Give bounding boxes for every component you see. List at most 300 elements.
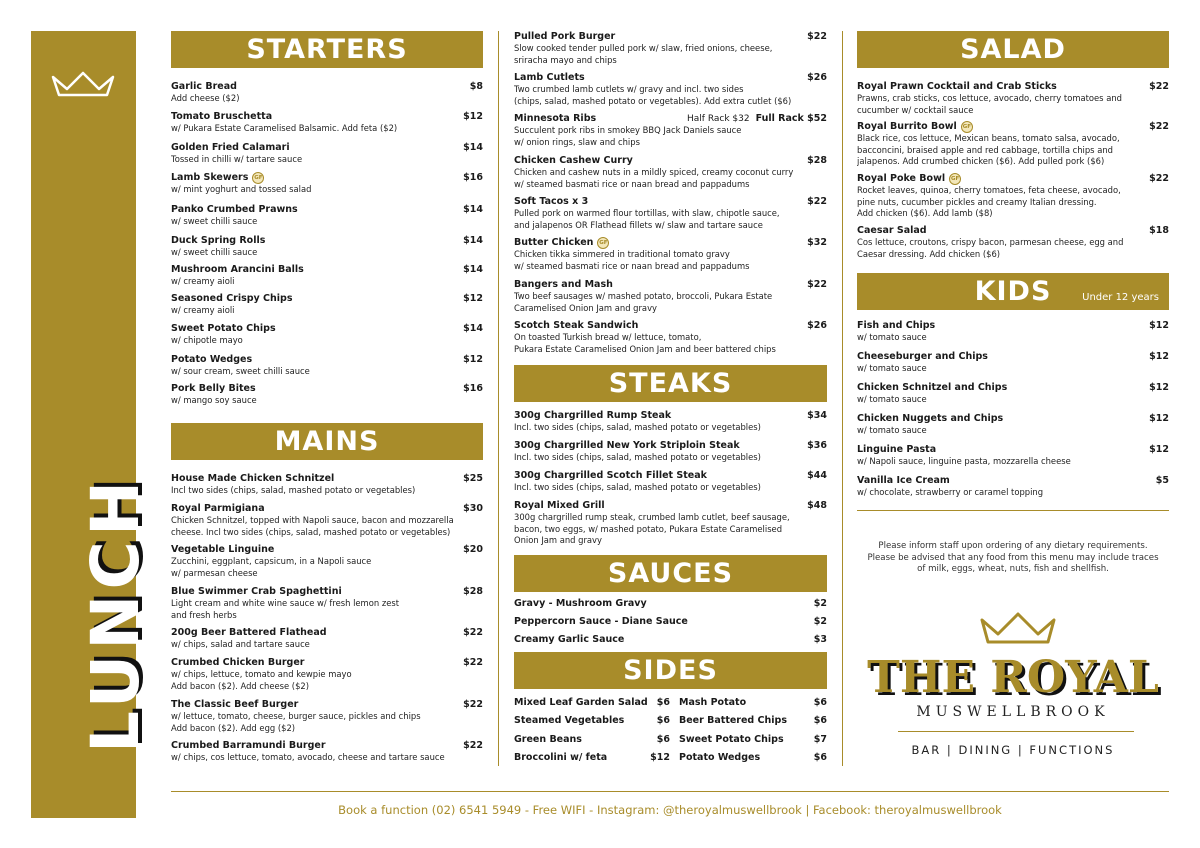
sauce-price: $2 (813, 598, 827, 609)
menu-item (514, 155, 827, 190)
side-price: $6 (656, 715, 670, 726)
item-name (514, 72, 827, 84)
sauces-heading: SAUCES (514, 555, 827, 592)
side-item (514, 734, 670, 746)
menu-item (857, 382, 1169, 406)
logo-tagline: BAR | DINING | FUNCTIONS (911, 743, 1115, 757)
item-description: w/ mango soy sauce (171, 395, 257, 405)
side-item (679, 715, 827, 727)
item-description: Chicken tikka simmered in traditional tomato gravy (514, 249, 730, 259)
item-name-text: Royal Parmigiana (171, 503, 265, 514)
item-description: Black rice, cos lettuce, Mexican beans, tomato salsa, avocado, (857, 133, 1120, 143)
item-price: $25 (463, 473, 483, 484)
item-price: $44 (807, 470, 827, 481)
item-name-text: Tomato Bruschetta (171, 111, 273, 122)
item-name (171, 354, 483, 366)
starters-heading: STARTERS (171, 31, 483, 68)
item-price: $36 (807, 440, 827, 451)
item-description: On toasted Turkish bread w/ lettuce, tomato, (514, 332, 702, 342)
sauce-price: $2 (813, 616, 827, 627)
menu-item (171, 323, 483, 347)
item-description: w/ Pukara Estate Caramelised Balsamic. Add feta ($2) (171, 123, 398, 133)
item-description: and fresh herbs (171, 609, 237, 620)
item-description: w/ steamed basmati rice or naan bread and pappadums (514, 178, 750, 189)
item-name-text: 300g Chargrilled New York Striploin Steak (514, 440, 740, 451)
item-name-text: Chicken Nuggets and Chips (857, 413, 1004, 424)
kids-heading-text: KIDS (974, 276, 1052, 307)
item-price: $48 (807, 500, 827, 511)
item-price: $28 (463, 586, 483, 597)
item-description: w/ steamed basmati rice or naan bread and pappadums (514, 260, 750, 271)
menu-item (514, 31, 827, 66)
item-description: Add cheese ($2) (171, 93, 240, 103)
item-description: w/ chips, cos lettuce, tomato, avocado, cheese and tartare sauce (171, 752, 445, 762)
item-name (171, 323, 483, 335)
item-name (857, 444, 1169, 456)
item-description: bacon, two eggs, w/ mashed potato, Pukara Estate Caramelised (514, 523, 783, 534)
item-name-text: Seasoned Crispy Chips (171, 293, 293, 304)
item-description: Incl. two sides (chips, salad, mashed potato or vegetables) (514, 452, 761, 462)
side-price: $6 (656, 697, 670, 708)
item-price: $22 (807, 31, 827, 42)
gluten-free-badge: GF (961, 121, 973, 133)
item-name (171, 264, 483, 276)
side-name-text: Green Beans (514, 734, 582, 745)
item-name-text: Royal Mixed Grill (514, 500, 605, 511)
item-price: $22 (807, 279, 827, 290)
footer-contact: Book a function (02) 6541 5949 - Free WIFI - Instagram: @theroyalmuswellbrook | Facebook: theroyalmuswellbrook (338, 803, 1002, 817)
item-name (857, 475, 1169, 487)
side-item (514, 697, 670, 709)
item-name-text: The Classic Beef Burger (171, 699, 299, 710)
item-price: $14 (463, 323, 483, 334)
menu-item (514, 237, 827, 272)
menu-item (514, 410, 827, 434)
item-name-text: Linguine Pasta (857, 444, 937, 455)
item-description: w/ tomato sauce (857, 394, 927, 404)
side-name-text: Mash Potato (679, 697, 747, 708)
side-name (514, 734, 670, 746)
sauce-name (514, 616, 827, 628)
menu-item (514, 470, 827, 494)
item-description: Incl two sides (chips, salad, mashed potato or vegetables) (171, 485, 416, 495)
item-name (514, 320, 827, 332)
side-name (679, 752, 827, 764)
item-name-text: Lamb Skewers (171, 172, 249, 183)
item-name (857, 81, 1169, 93)
item-description: Slow cooked tender pulled pork w/ slaw, fried onions, cheese, (514, 43, 773, 53)
sauce-item (514, 598, 827, 610)
item-name-text: Mushroom Arancini Balls (171, 264, 304, 275)
item-name-text: Pork Belly Bites (171, 383, 256, 394)
notice-line: of milk, eggs, wheat, nuts, fish and shellfish. (917, 564, 1109, 574)
menu-item (857, 413, 1169, 437)
item-price: $12 (1149, 382, 1169, 393)
item-price: $12 (1149, 320, 1169, 331)
menu-item (857, 320, 1169, 344)
item-price: $12 (1149, 444, 1169, 455)
item-name-text: Fish and Chips (857, 320, 936, 331)
menu-item (171, 142, 483, 166)
item-name (171, 473, 483, 485)
item-name (857, 351, 1169, 363)
item-price: $30 (463, 503, 483, 514)
item-description: pine nuts, cucumber pickles and creamy Italian dressing. (857, 196, 1097, 207)
item-name (857, 173, 1169, 185)
column-divider (842, 31, 843, 766)
item-name-text: Garlic Bread (171, 81, 237, 92)
item-name (857, 121, 1169, 133)
item-description: w/ tomato sauce (857, 363, 927, 373)
item-description: Add bacon ($2). Add egg ($2) (171, 722, 296, 733)
item-name-text: Royal Prawn Cocktail and Crab Sticks (857, 81, 1057, 92)
item-description: Zucchini, eggplant, capsicum, in a Napoli sauce (171, 556, 372, 566)
item-price: $22 (463, 699, 483, 710)
item-name (171, 142, 483, 154)
item-price: $34 (807, 410, 827, 421)
item-price: $12 (1149, 351, 1169, 362)
item-name-text: Golden Fried Calamari (171, 142, 290, 153)
item-description: Caesar dressing. Add chicken ($6) (857, 248, 1001, 259)
item-name-text: Potato Wedges (171, 354, 253, 365)
item-price: $22 (463, 740, 483, 751)
item-price: $26 (807, 320, 827, 331)
item-description: w/ sour cream, sweet chilli sauce (171, 366, 310, 376)
item-description: w/ chips, lettuce, tomato and kewpie mayo (171, 669, 352, 679)
side-item (514, 715, 670, 727)
item-name (514, 500, 827, 512)
menu-item (514, 440, 827, 464)
notice-rule (857, 510, 1169, 511)
mains-heading: MAINS (171, 423, 483, 460)
menu-item (857, 475, 1169, 499)
menu-item (857, 121, 1169, 168)
item-description: w/ chocolate, strawberry or caramel topping (857, 487, 1044, 497)
logo-rule (898, 731, 1134, 732)
item-description: Two crumbed lamb cutlets w/ gravy and incl. two sides (514, 84, 744, 94)
item-price: $14 (463, 264, 483, 275)
item-price: $14 (463, 235, 483, 246)
item-description: w/ parmesan cheese (171, 567, 258, 578)
side-price: $6 (813, 697, 827, 708)
menu-item (171, 111, 483, 135)
notice-line: Please inform staff upon ordering of any dietary requirements. (878, 541, 1148, 551)
item-price: $5 (1155, 475, 1169, 486)
item-name-text: Blue Swimmer Crab Spaghettini (171, 586, 342, 597)
side-item (679, 697, 827, 709)
item-name-text: Royal Burrito Bowl (857, 121, 957, 132)
gluten-free-badge: GF (597, 237, 609, 249)
sauce-name (514, 634, 827, 646)
item-description: Succulent pork ribs in smokey BBQ Jack Daniels sauce (514, 125, 742, 135)
item-description: Cos lettuce, croutons, crispy bacon, parmesan cheese, egg and (857, 237, 1124, 247)
item-name (514, 410, 827, 422)
footer-rule (171, 791, 1169, 792)
item-price: $22 (1149, 81, 1169, 92)
menu-item (514, 279, 827, 314)
side-item (679, 752, 827, 764)
item-price: $22 (463, 657, 483, 668)
menu-item (857, 173, 1169, 220)
item-price: $12 (463, 111, 483, 122)
item-description: w/ Napoli sauce, linguine pasta, mozzarella cheese (857, 456, 1071, 466)
item-name-text: Panko Crumbed Prawns (171, 204, 298, 215)
steaks-heading: STEAKS (514, 365, 827, 402)
item-name (171, 503, 483, 515)
item-price: $22 (1149, 173, 1169, 184)
side-price: $12 (650, 752, 670, 763)
item-description: Incl. two sides (chips, salad, mashed potato or vegetables) (514, 422, 761, 432)
notice-line: Please be advised that any food from this menu may include traces (867, 552, 1159, 563)
sides-heading: SIDES (514, 652, 827, 689)
item-name (514, 237, 827, 249)
salad-heading: SALAD (857, 31, 1169, 68)
menu-item (857, 81, 1169, 116)
item-description: w/ mint yoghurt and tossed salad (171, 184, 312, 194)
item-name-text: Caesar Salad (857, 225, 927, 236)
item-name (171, 586, 483, 598)
item-name-text: Vegetable Linguine (171, 544, 275, 555)
item-description: Light cream and white wine sauce w/ fresh lemon zest (171, 598, 400, 608)
item-name (171, 383, 483, 395)
item-name (171, 204, 483, 216)
item-name (514, 196, 827, 208)
side-price: $7 (813, 734, 827, 745)
item-name-text: Cheeseburger and Chips (857, 351, 988, 362)
item-name (171, 699, 483, 711)
item-name (171, 111, 483, 123)
item-name-text: 300g Chargrilled Rump Steak (514, 410, 672, 421)
menu-item (171, 657, 483, 692)
side-name-text: Potato Wedges (679, 752, 761, 763)
side-name-text: Broccolini w/ feta (514, 752, 608, 763)
item-description: w/ tomato sauce (857, 332, 927, 342)
menu-item (514, 196, 827, 231)
item-price: $12 (463, 354, 483, 365)
menu-item (171, 81, 483, 105)
side-item (514, 752, 670, 764)
menu-item (171, 627, 483, 651)
item-name-text: Royal Poke Bowl (857, 173, 946, 184)
item-price: $14 (463, 204, 483, 215)
item-price: $16 (463, 383, 483, 394)
side-name (514, 715, 670, 727)
menu-item (171, 235, 483, 259)
item-description: Pukara Estate Caramelised Onion Jam and beer battered chips (514, 343, 776, 354)
sauce-item (514, 634, 827, 646)
gluten-free-badge: GF (949, 173, 961, 185)
side-name (514, 697, 670, 709)
side-name (679, 697, 827, 709)
item-name (514, 440, 827, 452)
item-name (171, 740, 483, 752)
item-description: Chicken Schnitzel, topped with Napoli sauce, bacon and mozzarella (171, 515, 454, 525)
item-name-text: 300g Chargrilled Scotch Fillet Steak (514, 470, 707, 481)
item-description: w/ sweet chilli sauce (171, 247, 258, 257)
sauce-name-text: Creamy Garlic Sauce (514, 634, 625, 645)
menu-item (514, 113, 827, 148)
item-description: bacconcini, braised apple and red cabbage, tortilla chips and (857, 144, 1113, 155)
menu-item (514, 500, 827, 547)
menu-item (171, 354, 483, 378)
item-name (857, 225, 1169, 237)
item-description: and jalapenos OR Flathead fillets w/ slaw and tartare sauce (514, 219, 763, 230)
item-name-text: Minnesota Ribs (514, 113, 597, 124)
kids-age-note: Under 12 years (1082, 292, 1159, 303)
item-name (514, 470, 827, 482)
item-name-text: Duck Spring Rolls (171, 235, 266, 246)
side-name-text: Sweet Potato Chips (679, 734, 784, 745)
item-description: Two beef sausages w/ mashed potato, broccoli, Pukara Estate (514, 291, 773, 301)
item-name-text: Lamb Cutlets (514, 72, 585, 83)
item-name-text: Pulled Pork Burger (514, 31, 616, 42)
item-name-text: House Made Chicken Schnitzel (171, 473, 335, 484)
item-description: w/ creamy aioli (171, 276, 235, 286)
logo-title: THE ROYAL (867, 652, 1159, 703)
item-description: Add bacon ($2). Add cheese ($2) (171, 680, 310, 691)
item-price: $22 (807, 196, 827, 207)
side-price: $6 (813, 752, 827, 763)
item-name-text: Chicken Schnitzel and Chips (857, 382, 1008, 393)
item-description: w/ lettuce, tomato, cheese, burger sauce, pickles and chips (171, 711, 421, 721)
item-description: w/ chipotle mayo (171, 335, 243, 345)
menu-item (857, 444, 1169, 468)
item-price: $32 (807, 237, 827, 248)
item-description: Prawns, crab sticks, cos lettuce, avocado, cherry tomatoes and (857, 93, 1122, 103)
column-salad-kids (857, 0, 1169, 848)
item-price: $22 (1149, 121, 1169, 132)
item-description: Caramelised Onion Jam and gravy (514, 302, 657, 313)
menu-item (171, 586, 483, 621)
item-name-text: Vanilla Ice Cream (857, 475, 950, 486)
item-description: sriracha mayo and chips (514, 54, 617, 65)
menu-item (171, 264, 483, 288)
item-name-text: Chicken Cashew Curry (514, 155, 633, 166)
side-name-text: Beer Battered Chips (679, 715, 787, 726)
item-name (171, 293, 483, 305)
kids-heading (857, 273, 1169, 310)
menu-item (171, 503, 483, 538)
side-name-text: Mixed Leaf Garden Salad (514, 697, 648, 708)
crown-icon (49, 69, 117, 99)
item-name-text: Sweet Potato Chips (171, 323, 276, 334)
item-name (171, 81, 483, 93)
item-name (857, 382, 1169, 394)
item-description: w/ creamy aioli (171, 305, 235, 315)
item-price: $22 (463, 627, 483, 638)
dietary-notice (857, 541, 1169, 576)
item-name (514, 279, 827, 291)
sauce-name-text: Peppercorn Sauce - Diane Sauce (514, 616, 688, 627)
item-description: Onion Jam and gravy (514, 535, 602, 545)
gluten-free-badge: GF (252, 172, 264, 184)
menu-item (171, 544, 483, 579)
item-description: cheese. Incl two sides (chips, salad, mashed potato or vegetables) (171, 526, 451, 537)
crown-icon (978, 610, 1058, 646)
side-name (679, 734, 827, 746)
half-rack-price: Half Rack $32 (687, 114, 750, 124)
menu-item (171, 293, 483, 317)
item-description: 300g chargrilled rump steak, crumbed lamb cutlet, beef sausage, (514, 512, 790, 522)
item-name-text: Crumbed Barramundi Burger (171, 740, 326, 751)
item-description: w/ sweet chilli sauce (171, 216, 258, 226)
item-name (171, 235, 483, 247)
lunch-side-band (31, 31, 154, 818)
side-item (679, 734, 827, 746)
item-name (171, 627, 483, 639)
item-description: w/ chips, salad and tartare sauce (171, 639, 310, 649)
item-name (514, 31, 827, 43)
item-name (857, 320, 1169, 332)
item-price: $16 (463, 172, 483, 183)
item-name (514, 155, 827, 167)
menu-item (171, 740, 483, 764)
item-name-text: Soft Tacos x 3 (514, 196, 589, 207)
item-description: Rocket leaves, quinoa, cherry tomatoes, feta cheese, avocado, (857, 185, 1121, 195)
item-description: w/ tomato sauce (857, 425, 927, 435)
item-price: $18 (1149, 225, 1169, 236)
item-description: cucumber w/ cocktail sauce (857, 104, 974, 115)
item-name-text: Bangers and Mash (514, 279, 613, 290)
item-price: $28 (807, 155, 827, 166)
side-price: $6 (813, 715, 827, 726)
item-price: Full Rack $52 (755, 113, 827, 124)
column-starters-mains (171, 0, 483, 848)
menu-item (857, 351, 1169, 375)
item-price: $14 (463, 142, 483, 153)
item-description: Chicken and cashew nuts in a mildly spiced, creamy coconut curry (514, 167, 794, 177)
item-price: $8 (469, 81, 483, 92)
side-name (679, 715, 827, 727)
item-description: w/ onion rings, slaw and chips (514, 136, 640, 147)
item-name-text: Scotch Steak Sandwich (514, 320, 639, 331)
item-name (171, 544, 483, 556)
sauce-item (514, 616, 827, 628)
sauce-price: $3 (813, 634, 827, 645)
menu-item (171, 383, 483, 407)
menu-item (171, 699, 483, 734)
menu-item (171, 172, 483, 196)
item-name-text: Crumbed Chicken Burger (171, 657, 305, 668)
item-description: Pulled pork on warmed flour tortillas, with slaw, chipotle sauce, (514, 208, 780, 218)
sauce-name (514, 598, 827, 610)
item-description: (chips, salad, mashed potato or vegetables). Add extra cutlet ($6) (514, 95, 792, 106)
lunch-title: LUNCH (77, 475, 154, 753)
item-description: Add chicken ($6). Add lamb ($8) (857, 208, 993, 218)
side-name-text: Steamed Vegetables (514, 715, 625, 726)
item-name-text: 200g Beer Battered Flathead (171, 627, 327, 638)
menu-item (857, 225, 1169, 260)
menu-item (514, 72, 827, 107)
sauce-name-text: Gravy - Mushroom Gravy (514, 598, 647, 609)
logo-subtitle: MUSWELLBROOK (916, 704, 1110, 720)
item-price: $12 (463, 293, 483, 304)
item-name-text: Butter Chicken (514, 237, 594, 248)
item-price: $12 (1149, 413, 1169, 424)
item-description: Incl. two sides (chips, salad, mashed potato or vegetables) (514, 482, 761, 492)
side-price: $6 (656, 734, 670, 745)
column-mains-steaks-sauces-sides (514, 0, 827, 848)
item-description: jalapenos. Add crumbed chicken ($6). Add pulled pork ($6) (857, 156, 1105, 166)
item-price: $20 (463, 544, 483, 555)
menu-item (171, 204, 483, 228)
menu-item (171, 473, 483, 497)
item-price: $26 (807, 72, 827, 83)
item-name (171, 657, 483, 669)
item-name (857, 413, 1169, 425)
side-name (514, 752, 670, 764)
column-divider (498, 31, 499, 766)
